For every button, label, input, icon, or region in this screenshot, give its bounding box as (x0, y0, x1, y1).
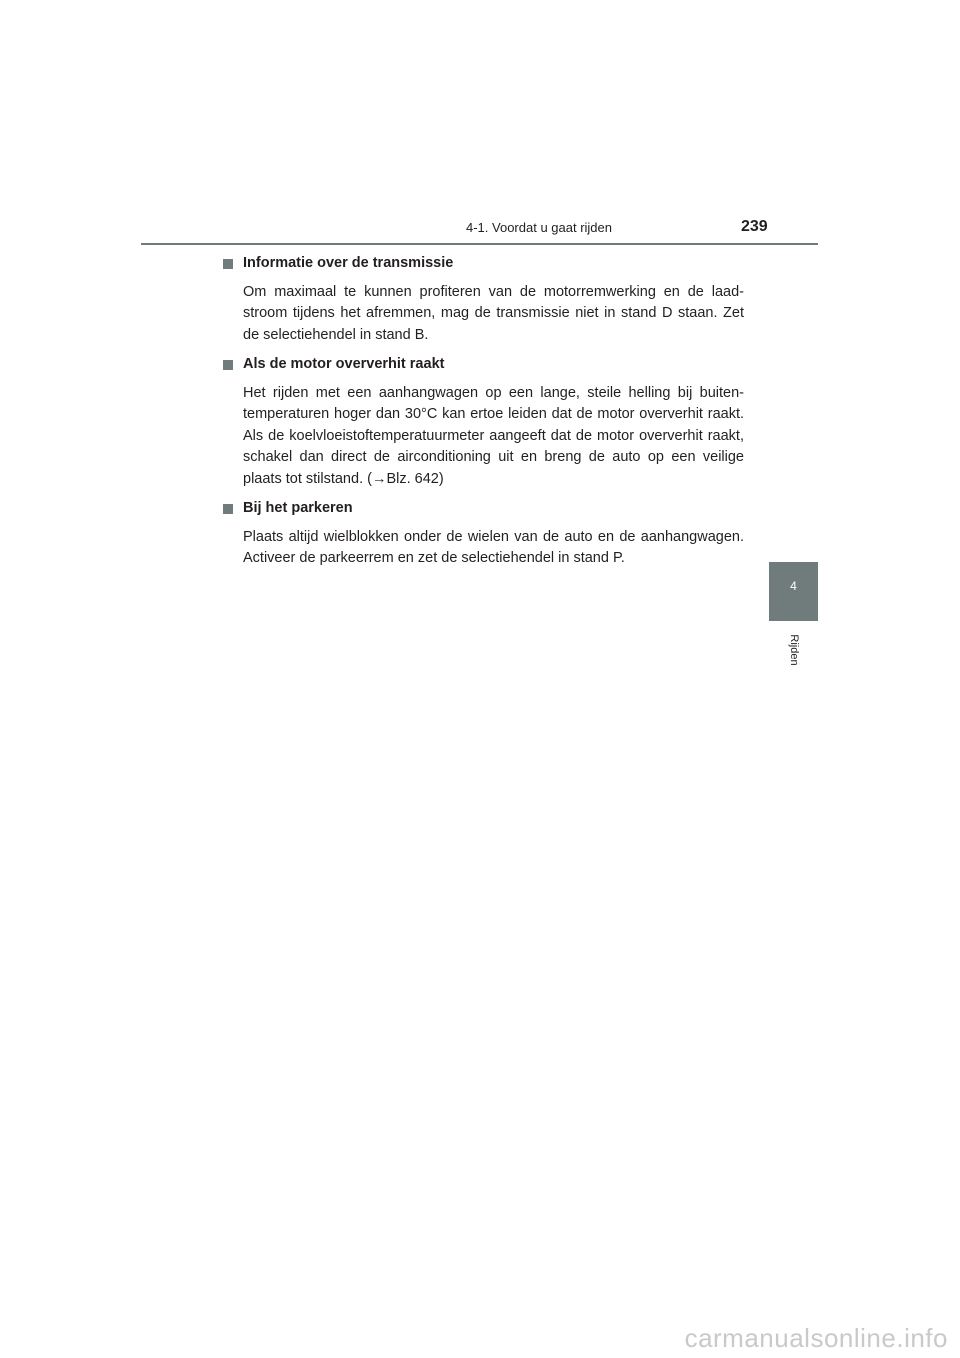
section-transmission (223, 253, 744, 346)
square-bullet-icon (223, 360, 233, 370)
section-heading-text: Informatie over de transmissie (243, 255, 454, 271)
arrow-right-icon: → (371, 470, 387, 487)
chapter-tab[interactable] (769, 562, 818, 621)
section-heading (223, 498, 744, 520)
page-content (223, 253, 744, 578)
chapter-label: Rijden (788, 634, 800, 666)
page-number: 239 (741, 218, 768, 235)
watermark-logo: carmanualsonline.info (684, 1323, 948, 1353)
section-heading-text: Als de motor oververhit raakt (243, 356, 445, 372)
square-bullet-icon (223, 259, 233, 269)
header-divider (141, 243, 818, 245)
section-overheating (223, 354, 744, 490)
section-body-text: Het rijden met een aanhangwagen op een lange, steile helling bij buitentemperaturen hoger dan 30°C kan ertoe leiden dat de motor oververhit raakt. Als de koelvloeistoftemperatuurmeter aangeeft dat de motor oververhit raakt, schakel dan direct de airconditioning uit en breng de auto op een veilige plaats tot stilstand. ( (243, 384, 744, 487)
page-reference[interactable]: Blz. 642) (386, 470, 444, 487)
section-body: Plaats altijd wielblokken onder de wielen van de auto en de aanhangwagen. Activeer de parkeerrem en zet de selectiehendel in stand P. (243, 528, 744, 566)
section-parking (223, 498, 744, 570)
section-body: Om maximaal te kunnen profiteren van de motorremwerking en de laadstroom tijdens het afremmen, mag de transmissie niet in stand D staan. Zet de selectiehendel in stand B. (243, 283, 744, 343)
section-heading-text: Bij het parkeren (243, 500, 353, 516)
section-heading (223, 253, 744, 275)
section-body (243, 383, 744, 491)
chapter-number: 4 (790, 579, 797, 593)
square-bullet-icon (223, 504, 233, 514)
section-heading (223, 354, 744, 376)
section-title: 4-1. Voordat u gaat rijden (466, 220, 612, 235)
